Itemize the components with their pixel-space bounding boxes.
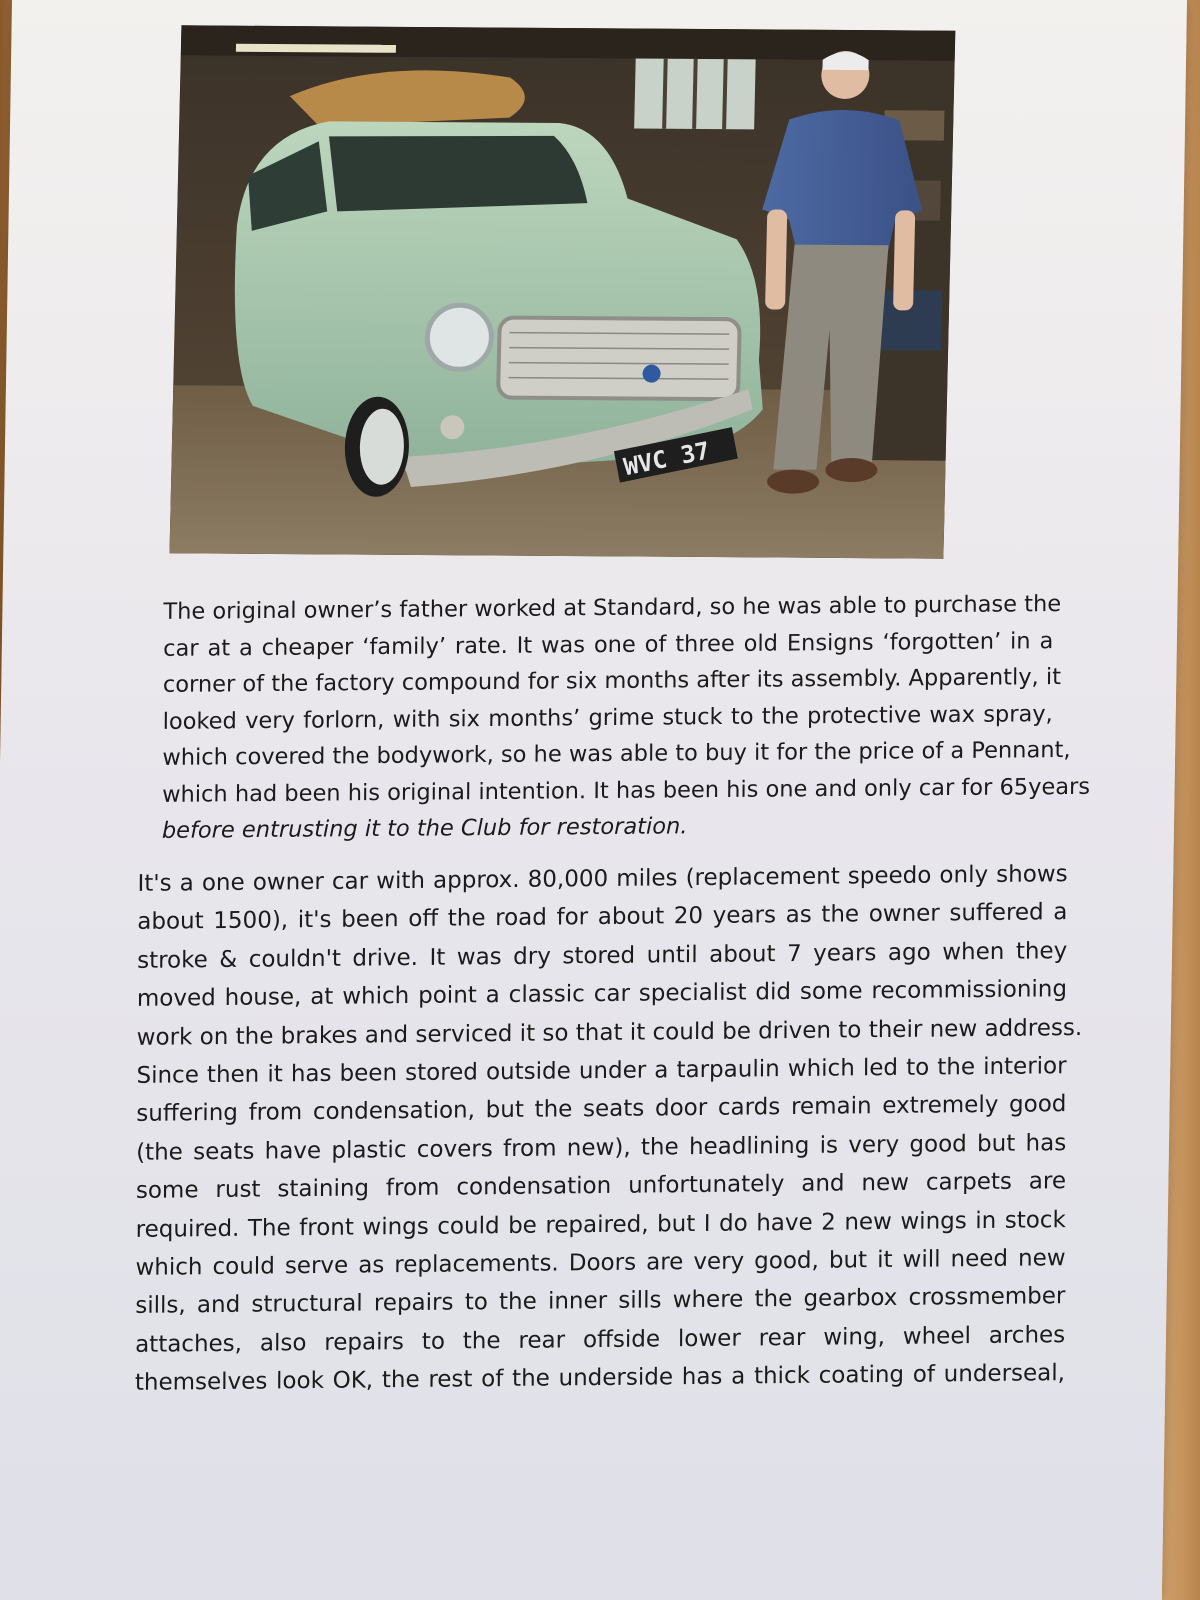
garage-car-photo xyxy=(169,25,955,558)
paragraph-condition-line: work on the brakes and serviced it so that it could be driven to their new address. xyxy=(136,1014,1083,1051)
paragraph-condition-line: It's a one owner car with approx. 80,000 miles (replacement speedo only shows xyxy=(137,861,1068,897)
paragraph-condition-line: stroke & couldn't drive. It was dry stored until about 7 years ago when they xyxy=(137,937,1068,974)
number-plate-text: WVC 37 xyxy=(621,436,712,482)
paragraph-condition-line: sills, and structural repairs to the inner sills where the gearbox crossmember xyxy=(135,1283,1066,1320)
paragraph-condition-line: moved house, at which point a classic car specialist did some recommissioning xyxy=(136,976,1068,1013)
paragraph-condition-line: required. The front wings could be repaired, but I do have 2 new wings in stock xyxy=(135,1206,1066,1243)
paragraph-history-line: The original owner’s father worked at Standard, so he was able to purchase the xyxy=(163,591,1062,625)
paragraph-history-line: looked very forlorn, with six months’ grime stuck to the protective wax spray, xyxy=(162,700,1053,735)
paragraph-history xyxy=(161,586,1091,849)
photo-illustration xyxy=(169,25,955,558)
paragraph-condition-line: which could serve as replacements. Doors are very good, but it will need new xyxy=(135,1245,1066,1281)
paragraph-condition-line: about 1500), it's been off the road for about 20 years as the owner suffered a xyxy=(137,899,1068,936)
paragraph-condition-line: themselves look OK, the rest of the underside has a thick coating of underseal, xyxy=(134,1360,1066,1397)
paragraph-history-line: car at a cheaper ‘family’ rate. It was one of three old Ensigns ‘forgotten’ in a xyxy=(163,627,1054,662)
paragraph-condition xyxy=(134,855,1083,1402)
paragraph-history-line: before entrusting it to the Club for restoration. xyxy=(161,813,688,844)
paragraph-history-line: which covered the bodywork, so he was able to buy it for the price of a Pennant, xyxy=(162,736,1071,771)
paragraph-condition-line: Since then it has been stored outside under a tarpaulin which led to the interior xyxy=(136,1053,1067,1089)
paragraph-history-line: corner of the factory compound for six months after its assembly. Apparently, it xyxy=(162,664,1062,698)
paragraph-condition-line: some rust staining from condensation unfortunately and new carpets are xyxy=(135,1168,1067,1205)
paragraph-condition-line: (the seats have plastic covers from new), the headlining is very good but has xyxy=(136,1129,1067,1166)
paragraph-history-line: which had been his original intention. It has been his one and only car for 65years xyxy=(162,773,1091,808)
paragraph-condition-line: attaches, also repairs to the rear offside lower rear wing, wheel arches xyxy=(135,1321,1066,1358)
paragraph-condition-line: suffering from condensation, but the seats door cards remain extremely good xyxy=(136,1091,1067,1128)
